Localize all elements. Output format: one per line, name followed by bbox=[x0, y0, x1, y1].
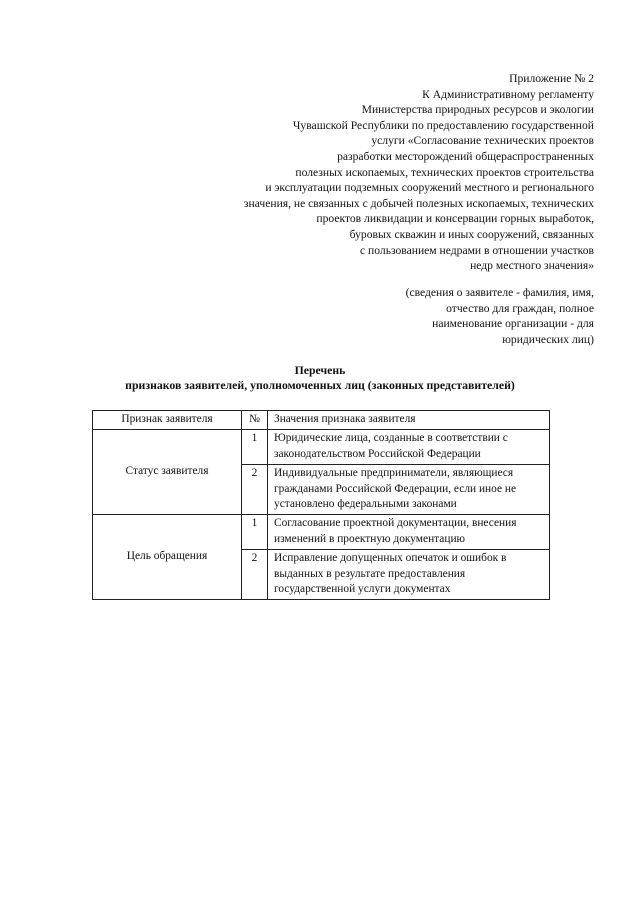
applicant-info-line: отчество для граждан, полное bbox=[446, 301, 594, 315]
row-value: Исправление допущенных опечаток и ошибок в выданных в результате предоставления государственной услуги документах bbox=[268, 550, 550, 600]
header-line: недр местного значения» bbox=[470, 259, 594, 273]
applicant-info-line: (сведения о заявителе - фамилия, имя, bbox=[405, 286, 594, 299]
header-line: полезных ископаемых, технических проектов строительства bbox=[295, 165, 594, 179]
applicant-signs-table bbox=[92, 410, 550, 600]
appendix-header bbox=[174, 71, 594, 274]
row-value: Юридические лица, созданные в соответствии с законодательством Российской Федерации bbox=[268, 430, 550, 465]
header-line: К Административному регламенту bbox=[422, 87, 594, 101]
header-line: значения, не связанных с добычей полезных ископаемых, технических bbox=[243, 196, 594, 210]
row-value: Согласование проектной документации, внесения изменений в проектную документацию bbox=[268, 515, 550, 550]
header-line: Чувашской Республики по предоставлению государственной bbox=[292, 118, 594, 132]
row-number: 1 bbox=[242, 430, 268, 465]
title-line-1: Перечень bbox=[294, 363, 346, 377]
applicant-info-line: юридических лиц) bbox=[502, 332, 594, 346]
document-title bbox=[0, 363, 640, 393]
header-line: проектов ликвидации и консервации горных выработок, bbox=[316, 212, 594, 226]
header-line: разработки месторождений общераспространенных bbox=[337, 149, 594, 163]
row-number: 1 bbox=[242, 515, 268, 550]
header-line: услуги «Согласование технических проектов bbox=[371, 134, 594, 148]
header-line: и эксплуатации подземных сооружений местного и регионального bbox=[265, 181, 594, 195]
row-value: Индивидуальные предприниматели, являющиеся гражданами Российской Федерации, если иное не установлено федеральными законами bbox=[268, 465, 550, 515]
header-line: Министерства природных ресурсов и экологии bbox=[361, 103, 594, 117]
table-row bbox=[93, 515, 550, 550]
header-cell-values: Значения признака заявителя bbox=[268, 411, 550, 430]
table-header-row bbox=[93, 411, 550, 430]
sign-cell-purpose: Цель обращения bbox=[93, 515, 242, 600]
row-number: 2 bbox=[242, 550, 268, 600]
header-cell-sign: Признак заявителя bbox=[93, 411, 242, 430]
title-line-2: признаков заявителей, уполномоченных лиц (законных представителей) bbox=[125, 378, 515, 393]
table-row bbox=[93, 430, 550, 465]
header-cell-number: № bbox=[242, 411, 268, 430]
row-number: 2 bbox=[242, 465, 268, 515]
applicant-info bbox=[334, 285, 594, 347]
sign-cell-status: Статус заявителя bbox=[93, 430, 242, 515]
header-line: Приложение № 2 bbox=[509, 72, 594, 85]
header-line: с пользованием недрами в отношении участков bbox=[360, 243, 594, 257]
header-line: буровых скважин и иных сооружений, связанных bbox=[349, 227, 594, 241]
applicant-info-line: наименование организации - для bbox=[432, 317, 594, 331]
